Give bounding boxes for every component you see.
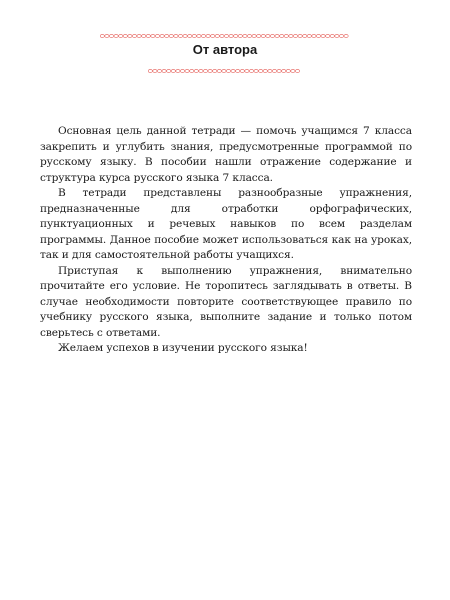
ornament-link: [192, 34, 196, 37]
ornament-link: [245, 69, 249, 72]
ornament-link: [263, 69, 267, 72]
ornament-link: [220, 34, 224, 37]
ornament-link: [254, 69, 258, 72]
ornament-link: [326, 34, 330, 37]
ornament-link: [222, 69, 226, 72]
ornament-link: [185, 69, 189, 72]
ornament-link: [199, 69, 203, 72]
ornament-link: [252, 34, 256, 37]
bottom-ornament-divider: [148, 68, 303, 74]
ornament-link: [123, 34, 127, 37]
author-note-text: [40, 124, 412, 357]
ornament-link: [100, 34, 104, 37]
ornament-link: [330, 34, 334, 37]
ornament-link: [109, 34, 113, 37]
ornament-link: [282, 69, 286, 72]
top-ornament-divider: [100, 33, 350, 39]
ornament-link: [180, 69, 184, 72]
ornament-link: [176, 69, 180, 72]
ornament-link: [293, 34, 297, 37]
ornament-link: [261, 34, 265, 37]
ornament-link: [291, 69, 295, 72]
ornament-link: [247, 34, 251, 37]
ornament-link: [307, 34, 311, 37]
ornament-link: [167, 69, 171, 72]
ornament-link: [289, 34, 293, 37]
ornament-link: [303, 34, 307, 37]
ornament-link: [160, 34, 164, 37]
ornament-link: [119, 34, 123, 37]
ornament-link: [188, 34, 192, 37]
paragraph-4: Желаем успехов в изучении русского языка!: [58, 342, 308, 354]
ornament-link: [277, 69, 281, 72]
ornament-link: [266, 34, 270, 37]
page-title: От автора: [192, 42, 258, 57]
ornament-link: [268, 69, 272, 72]
ornament-link: [234, 34, 238, 37]
ornament-link: [128, 34, 132, 37]
ornament-link: [201, 34, 205, 37]
ornament-link: [231, 69, 235, 72]
ornament-link: [270, 34, 274, 37]
ornament-link: [344, 34, 348, 37]
ornament-link: [142, 34, 146, 37]
ornament-link: [155, 34, 159, 37]
ornament-link: [213, 69, 217, 72]
ornament-link: [178, 34, 182, 37]
paragraph-2: В тетради представлены разнообразные упражнения, предназначенные для отработки орфографических, пунктуационных и речевых навыков по всем разделам программы. Данное пособие может использоваться как на уроках, так и для самостоятельной работы учащихся.: [40, 187, 412, 261]
bottom-ornament-svg: [148, 68, 303, 74]
ornament-link: [165, 34, 169, 37]
ornament-link: [226, 69, 230, 72]
ornament-link: [316, 34, 320, 37]
ornament-link: [153, 69, 157, 72]
ornament-link: [272, 69, 276, 72]
ornament-link: [249, 69, 253, 72]
ornament-link: [238, 34, 242, 37]
ornament-link: [162, 69, 166, 72]
ornament-link: [229, 34, 233, 37]
ornament-link: [275, 34, 279, 37]
ornament-link: [224, 34, 228, 37]
ornament-link: [215, 34, 219, 37]
paragraph-3: Приступая к выполнению упражнения, внимательно прочитайте его условие. Не торопитесь заглядывать в ответы. В случае необходимости повторите соответствующее правило по учебнику русского языка, выполните задание и только потом сверьтесь с ответами.: [40, 264, 412, 339]
ornament-link: [190, 69, 194, 72]
ornament-link: [217, 69, 221, 72]
ornament-link: [203, 69, 207, 72]
ornament-link: [312, 34, 316, 37]
ornament-link: [286, 69, 290, 72]
ornament-link: [243, 34, 247, 37]
ornament-link: [148, 69, 152, 72]
ornament-link: [151, 34, 155, 37]
ornament-link: [137, 34, 141, 37]
ornament-link: [335, 34, 339, 37]
ornament-link: [206, 34, 210, 37]
ornament-link: [174, 34, 178, 37]
top-ornament-svg: [100, 33, 350, 39]
paragraph-1: Основная цель данной тетради — помочь учащимся 7 класса закрепить и углубить знания, предусмотренные программой по русскому языку. В пособии нашли отражение содержание и структура курса русского языка 7 класса.: [40, 125, 412, 184]
ornament-link: [295, 69, 299, 72]
ornament-link: [114, 34, 118, 37]
ornament-link: [339, 34, 343, 37]
ornament-link: [280, 34, 284, 37]
ornament-link: [157, 69, 161, 72]
ornament-link: [284, 34, 288, 37]
ornament-link: [169, 34, 173, 37]
ornament-link: [321, 34, 325, 37]
ornament-link: [211, 34, 215, 37]
ornament-link: [194, 69, 198, 72]
ornament-link: [132, 34, 136, 37]
ornament-link: [171, 69, 175, 72]
ornament-link: [105, 34, 109, 37]
ornament-link: [183, 34, 187, 37]
ornament-link: [298, 34, 302, 37]
ornament-link: [197, 34, 201, 37]
ornament-link: [146, 34, 150, 37]
ornament-link: [208, 69, 212, 72]
ornament-link: [259, 69, 263, 72]
ornament-link: [240, 69, 244, 72]
ornament-link: [257, 34, 261, 37]
ornament-link: [236, 69, 240, 72]
